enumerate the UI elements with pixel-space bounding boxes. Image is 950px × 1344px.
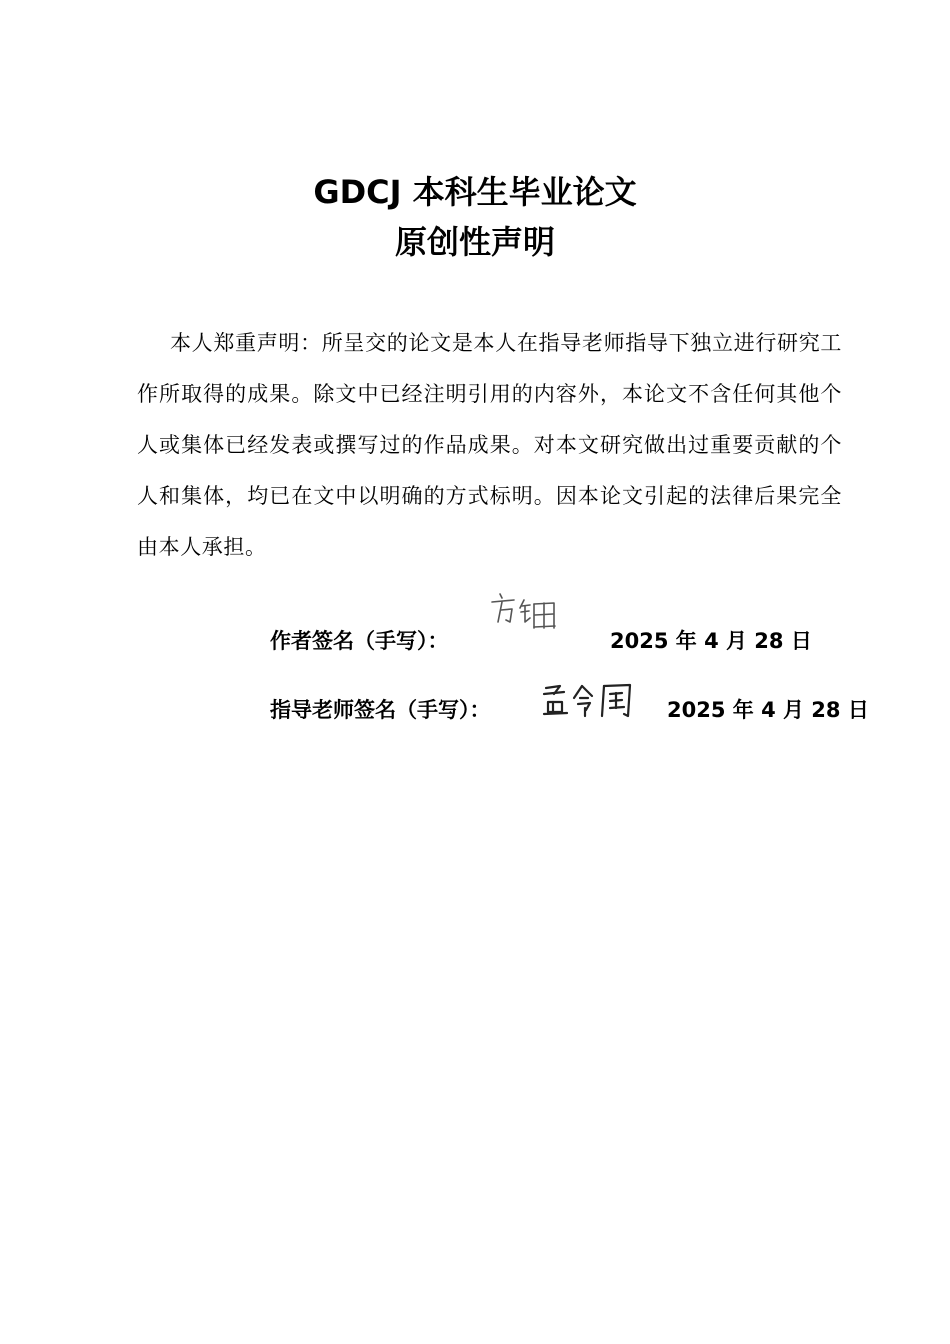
author-signature-row	[0, 626, 950, 656]
advisor-signature-row	[0, 695, 950, 725]
originality-statement: 本人郑重声明：所呈交的论文是本人在指导老师指导下独立进行研究工作所取得的成果。除文中已经注明引用的内容外，本论文不含任何其他个人或集体已经发表或撰写过的作品成果。对本文研究做出过重要贡献的个人和集体，均已在文中以明确的方式标明。因本论文引起的法律后果完全由本人承担。	[137, 331, 842, 559]
advisor-signature-date: 2025 年 4 月 28 日	[667, 698, 869, 722]
author-signature-label: 作者签名（手写）：	[270, 629, 449, 653]
document-title: GDCJ 本科生毕业论文	[313, 173, 637, 211]
document-subtitle: 原创性声明	[394, 223, 555, 261]
advisor-signature-label: 指导老师签名（手写）：	[270, 698, 491, 722]
author-signature-date: 2025 年 4 月 28 日	[610, 629, 812, 653]
